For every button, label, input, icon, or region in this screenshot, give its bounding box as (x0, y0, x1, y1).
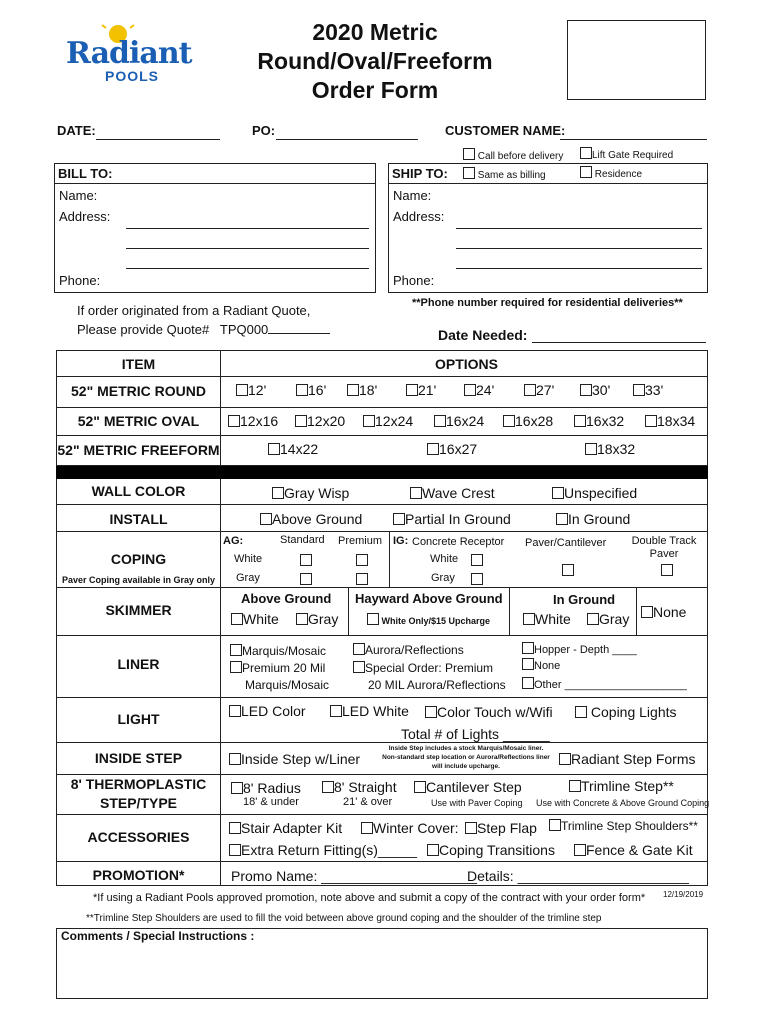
coping-premium-label: Premium (338, 535, 383, 547)
liner-label: LINER (117, 656, 160, 672)
coping-double-track-checkbox[interactable] (661, 564, 673, 576)
round-21[interactable]: 21' (406, 382, 436, 398)
thermo-straight[interactable]: 8' Straight (322, 779, 397, 795)
skimmer-hayward-label: Hayward Above Ground (355, 591, 503, 606)
coping-ag-premium-white[interactable] (356, 554, 368, 566)
light-coping-lights[interactable]: Coping Lights (575, 704, 677, 720)
checkbox[interactable] (463, 148, 475, 160)
coping-ig-white-checkbox[interactable] (471, 554, 483, 566)
title-line-2: Round/Oval/Freeform (257, 48, 493, 74)
acc-coping-transitions[interactable]: Coping Transitions (427, 842, 555, 858)
skimmer-none[interactable]: None (641, 604, 686, 620)
coping-ig-gray-label: Gray (431, 572, 455, 584)
footnote-date: 12/19/2019 (663, 890, 704, 899)
thermo-label-1: 8' THERMOPLASTIC (70, 776, 207, 792)
thermo-radius[interactable]: 8' Radius (231, 780, 301, 796)
coping-ig-label: IG: (393, 535, 409, 547)
round-18[interactable]: 18' (347, 382, 377, 398)
wall-unspecified[interactable]: Unspecified (552, 485, 637, 501)
liner-premium20[interactable]: Premium 20 Mil (230, 661, 325, 675)
section-divider-bar (56, 466, 708, 479)
thermo-trimline[interactable]: Trimline Step** (569, 778, 674, 794)
ship-name-label: Name: (393, 188, 432, 203)
customer-name-input[interactable] (560, 139, 707, 140)
date-label: DATE: (57, 123, 96, 138)
light-led-color[interactable]: LED Color (229, 703, 306, 719)
date-input[interactable] (96, 139, 220, 140)
coping-ag-gray-label: Gray (236, 572, 260, 584)
ship-to-rule (389, 183, 707, 184)
skimmer-divider-3 (636, 588, 637, 636)
liner-hopper[interactable]: Hopper - Depth ____ (522, 642, 637, 656)
promo-details-field[interactable]: Details: ______________________ (467, 868, 689, 884)
install-label: INSTALL (109, 511, 168, 527)
coping-ag-ig-divider (389, 532, 390, 588)
title-line-3: Order Form (311, 77, 439, 103)
coping-ag-standard-white[interactable] (300, 554, 312, 566)
promo-name-field[interactable]: Promo Name: ____________________ (231, 868, 477, 884)
oval-16x24[interactable]: 16x24 (434, 413, 484, 429)
round-27[interactable]: 27' (524, 382, 554, 398)
install-above-ground[interactable]: Above Ground (260, 511, 362, 527)
coping-concrete-label: Concrete Receptor (412, 536, 505, 548)
quote-line-2 (77, 321, 330, 337)
round-30[interactable]: 30' (580, 382, 610, 398)
inside-step-label: INSIDE STEP (94, 750, 183, 766)
skimmer-above-gray[interactable]: Gray (296, 611, 338, 627)
date-needed-input[interactable] (532, 342, 706, 343)
freeform-14x22[interactable]: 14x22 (268, 441, 318, 457)
acc-trimline-shoulders[interactable]: Trimline Step Shoulders** (549, 819, 698, 833)
skimmer-label: SKIMMER (105, 602, 172, 618)
skimmer-ig-gray[interactable]: Gray (587, 611, 629, 627)
round-label: 52" METRIC ROUND (71, 383, 206, 399)
freeform-16x27[interactable]: 16x27 (427, 441, 477, 457)
freeform-label: 52" METRIC FREEFORM (57, 442, 220, 458)
thermo-straight-sub: 21' & over (343, 796, 393, 808)
bill-name-label: Name: (59, 188, 98, 203)
ship-phone-label: Phone: (393, 273, 435, 288)
quote-line-1: If order originated from a Radiant Quote, (77, 303, 311, 318)
thermo-radius-sub: 18' & under (243, 796, 299, 808)
options-header: OPTIONS (435, 356, 499, 372)
thermo-trimline-sub: Use with Concrete & Above Ground Coping (536, 798, 710, 808)
round-12[interactable]: 12' (236, 382, 266, 398)
skimmer-above-white[interactable]: White (231, 611, 279, 627)
comments-label: Comments / Special Instructions : (61, 929, 255, 943)
po-input[interactable] (276, 139, 418, 140)
oval-12x24[interactable]: 12x24 (363, 413, 413, 429)
thermo-label-2: STEP/TYPE (99, 795, 178, 811)
coping-ag-standard-gray[interactable] (300, 573, 312, 585)
coping-ag-label: AG: (223, 535, 244, 547)
checkbox[interactable] (580, 147, 592, 159)
light-led-white[interactable]: LED White (330, 703, 409, 719)
accessories-label: ACCESSORIES (87, 829, 190, 845)
oval-12x20[interactable]: 12x20 (295, 413, 345, 429)
item-header: ITEM (121, 356, 156, 372)
liner-special-2: 20 MIL Aurora/Reflections (368, 678, 506, 692)
skimmer-divider-2 (509, 588, 510, 636)
po-label: PO: (252, 123, 276, 138)
ship-address-line-1[interactable] (456, 228, 702, 229)
footnote-promotion: *If using a Radiant Pools approved promotion, note above and submit a copy of the contract with your order form* (93, 892, 646, 904)
wall-wave-crest[interactable]: Wave Crest (410, 485, 495, 501)
light-color-touch[interactable]: Color Touch w/Wifi (425, 704, 553, 720)
quote-label: Please provide Quote# (77, 322, 210, 337)
coping-double-track-label: Double Track Paver (631, 535, 697, 560)
bill-address-line-3[interactable] (126, 268, 369, 269)
logo-text-pools: POOLS (105, 68, 160, 84)
skimmer-ig-white[interactable]: White (523, 611, 571, 627)
customer-name-label: CUSTOMER NAME: (445, 123, 566, 138)
oval-16x28[interactable]: 16x28 (503, 413, 553, 429)
wall-gray-wisp[interactable]: Gray Wisp (272, 485, 349, 501)
oval-12x16[interactable]: 12x16 (228, 413, 278, 429)
coping-ig-gray-checkbox[interactable] (471, 573, 483, 585)
coping-ag-premium-gray[interactable] (356, 573, 368, 585)
acc-fence-gate[interactable]: Fence & Gate Kit (574, 842, 693, 858)
acc-step-flap[interactable]: Step Flap (465, 820, 537, 836)
phone-required-note: **Phone number required for residential deliveries** (412, 297, 683, 309)
skimmer-hayward-option[interactable]: White Only/$15 Upcharge (367, 613, 490, 626)
bill-to-title: BILL TO: (58, 166, 113, 181)
round-33[interactable]: 33' (633, 382, 663, 398)
ship-address-line-2[interactable] (456, 248, 702, 249)
install-in-ground[interactable]: In Ground (556, 511, 630, 527)
residence-label: Residence (594, 169, 643, 180)
form-title (230, 18, 520, 105)
bill-to-rule (55, 183, 375, 184)
inside-step-note: Inside Step includes a stock Marquis/Mosaic liner. Non-standard step location or Aurora/Reflections liner will include upcharge. (382, 745, 550, 770)
coping-ig-white-label: White (430, 553, 459, 565)
quote-number-input[interactable] (268, 321, 330, 334)
bill-address-line-2[interactable] (126, 248, 369, 249)
coping-paver-label: Paver/Cantilever (525, 537, 607, 549)
liner-marquis-2: Marquis/Mosaic (245, 678, 330, 692)
liner-none[interactable]: None (522, 658, 560, 672)
round-16[interactable]: 16' (296, 382, 326, 398)
coping-standard-label: Standard (280, 534, 325, 546)
skimmer-above-label: Above Ground (241, 591, 332, 606)
skimmer-divider-1 (348, 588, 349, 636)
ship-address-label: Address: (393, 209, 445, 224)
oval-label: 52" METRIC OVAL (77, 413, 200, 429)
thermo-cantilever-sub: Use with Paver Coping (431, 798, 523, 808)
skimmer-inground-label: In Ground (553, 592, 616, 607)
lift-gate-label: Lift Gate Required (592, 150, 674, 161)
oval-18x34[interactable]: 18x34 (645, 413, 695, 429)
liner-special[interactable]: Special Order: Premium (353, 661, 493, 675)
logo-text-radiant: Radiant (66, 36, 192, 71)
coping-label: COPING (110, 551, 167, 567)
lift-gate-required[interactable] (580, 147, 673, 161)
install-partial[interactable]: Partial In Ground (393, 511, 511, 527)
title-line-1: 2020 Metric (312, 19, 438, 45)
freeform-18x32[interactable]: 18x32 (585, 441, 635, 457)
liner-other[interactable]: Other ____________________ (522, 677, 687, 691)
ship-to-title: SHIP TO: (392, 166, 448, 181)
liner-aurora[interactable]: Aurora/Reflections (353, 643, 464, 657)
ship-address-line-3[interactable] (456, 268, 702, 269)
call-before-delivery[interactable] (463, 148, 563, 162)
stamp-box (567, 20, 706, 100)
date-needed-label: Date Needed: (438, 327, 528, 343)
wall-color-label: WALL COLOR (91, 483, 186, 499)
bill-address-label: Address: (59, 209, 111, 224)
coping-paver-checkbox[interactable] (562, 564, 574, 576)
liner-marquis[interactable]: Marquis/Mosaic (230, 644, 326, 658)
acc-stair-adapter[interactable]: Stair Adapter Kit (229, 820, 342, 836)
light-label: LIGHT (117, 711, 160, 727)
bill-phone-label: Phone: (59, 273, 101, 288)
light-total[interactable]: Total # of Lights ______ (401, 726, 550, 742)
acc-extra-return[interactable]: Extra Return Fitting(s)_____ (229, 842, 417, 858)
coping-ag-white-label: White (234, 553, 263, 565)
quote-prefix: TPQ000 (219, 322, 269, 337)
oval-16x32[interactable]: 16x32 (574, 413, 624, 429)
round-24[interactable]: 24' (464, 382, 494, 398)
inside-step-liner[interactable]: Inside Step w/Liner (229, 751, 360, 767)
call-before-label: Call before delivery (477, 151, 564, 162)
footnote-trimline: **Trimline Step Shoulders are used to fill the void between above ground coping and the shoulder of the trimline step (86, 913, 602, 924)
thermo-cantilever[interactable]: Cantilever Step (414, 779, 522, 795)
bill-address-line-1[interactable] (126, 228, 369, 229)
acc-winter-cover[interactable]: Winter Cover: (361, 820, 459, 836)
promotion-label: PROMOTION* (92, 867, 185, 883)
same-as-billing-label: Same as billing (477, 170, 546, 181)
coping-note: Paver Coping available in Gray only (61, 575, 216, 585)
radiant-step-forms[interactable]: Radiant Step Forms (559, 751, 696, 767)
